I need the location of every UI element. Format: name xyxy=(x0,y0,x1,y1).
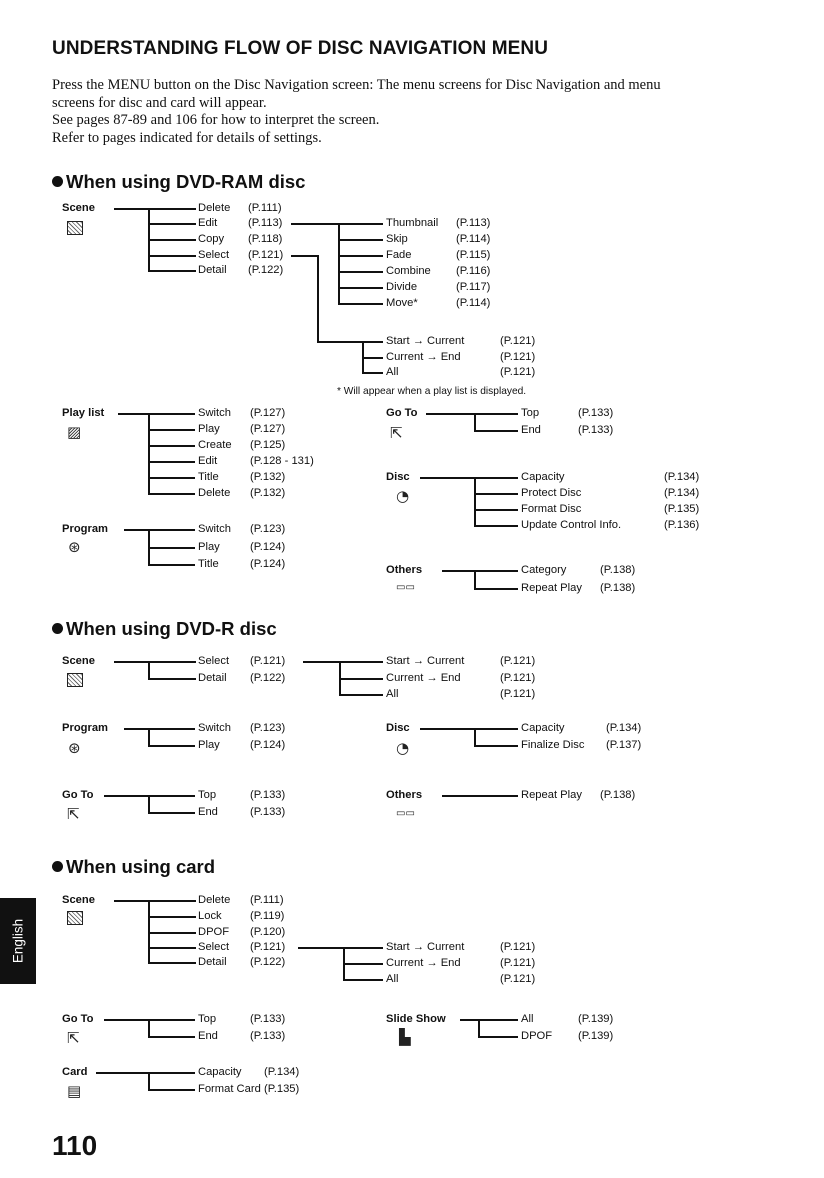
page-ref: (P.127) xyxy=(250,407,286,419)
program-icon: ⊛ xyxy=(68,538,81,556)
page-ref: (P.113) xyxy=(248,217,283,229)
tree-connector-line xyxy=(148,413,150,495)
r-disc-label: Disc xyxy=(386,722,410,734)
others-icon: ▭▭ xyxy=(396,582,415,593)
tree-connector-line xyxy=(148,916,196,918)
others-icon: ▭▭ xyxy=(396,808,415,819)
menu-item: Switch xyxy=(198,722,231,734)
menu-item: Delete xyxy=(198,202,231,214)
page-ref: (P.124) xyxy=(250,558,286,570)
playlist-icon: ▨ xyxy=(67,423,82,441)
menu-item: All xyxy=(386,688,399,700)
tree-connector-line xyxy=(148,795,150,813)
menu-item: Title xyxy=(198,471,219,483)
menu-item: Edit xyxy=(198,217,218,229)
tree-connector-line xyxy=(148,1019,150,1037)
tree-connector-line xyxy=(426,413,518,415)
ram-scene-label: Scene xyxy=(62,202,95,214)
menu-item: Select xyxy=(198,655,230,667)
language-tab xyxy=(0,898,36,984)
menu-item: Format Disc xyxy=(521,503,582,515)
menu-item: Switch xyxy=(198,407,231,419)
menu-item: Top xyxy=(198,789,217,801)
page-ref: (P.121) xyxy=(500,688,536,700)
page-ref: (P.122) xyxy=(250,672,286,684)
tree-connector-line xyxy=(338,255,383,257)
tree-connector-line xyxy=(148,678,196,680)
card-icon: ▤ xyxy=(67,1082,82,1100)
menu-item: All xyxy=(386,366,399,378)
disc-icon: ◔ xyxy=(396,487,410,505)
r-others-label: Others xyxy=(386,789,423,801)
menu-item: Start → Current xyxy=(386,655,465,667)
page-ref: (P.121) xyxy=(500,973,536,985)
tree-connector-line xyxy=(478,1036,518,1038)
section-heading-card: When using card xyxy=(52,856,215,878)
menu-item: Select xyxy=(198,249,230,261)
ram-playlist-label: Play list xyxy=(62,407,105,419)
page-ref: (P.123) xyxy=(250,722,286,734)
tree-connector-line xyxy=(148,932,196,934)
tree-connector-line xyxy=(148,223,196,225)
page-ref: (P.116) xyxy=(456,265,491,277)
tree-connector-line xyxy=(148,493,195,495)
page-title: UNDERSTANDING FLOW OF DISC NAVIGATION MENU xyxy=(52,38,549,59)
tree-connector-line xyxy=(291,223,383,225)
tree-connector-line xyxy=(442,795,518,797)
page-number: 110 xyxy=(52,1130,98,1161)
page-ref: (P.132) xyxy=(250,487,286,499)
tree-connector-line xyxy=(338,303,383,305)
menu-item: Delete xyxy=(198,487,231,499)
tree-connector-line xyxy=(148,947,196,949)
tree-connector-line xyxy=(124,728,195,730)
program-icon: ⊛ xyxy=(68,739,81,757)
menu-item: All xyxy=(386,973,399,985)
page-ref: (P.138) xyxy=(600,564,636,576)
page-ref: (P.136) xyxy=(664,519,700,531)
page-ref: (P.133) xyxy=(250,806,286,818)
r-scene-label: Scene xyxy=(62,655,95,667)
menu-item: End xyxy=(198,1030,218,1042)
tree-connector-line xyxy=(343,979,383,981)
tree-connector-line xyxy=(148,1036,195,1038)
menu-item: DPOF xyxy=(198,926,230,938)
menu-item: Current → End xyxy=(386,672,461,684)
card-goto-label: Go To xyxy=(62,1013,94,1025)
scene-icon xyxy=(67,221,83,235)
page-ref: (P.111) xyxy=(248,202,282,214)
menu-item: DPOF xyxy=(521,1030,553,1042)
menu-item: Switch xyxy=(198,523,231,535)
page-ref: (P.138) xyxy=(600,582,636,594)
page-ref: (P.134) xyxy=(664,471,700,483)
ram-others-label: Others xyxy=(386,564,423,576)
tree-connector-line xyxy=(362,357,383,359)
tree-connector-line xyxy=(148,564,195,566)
menu-item: End xyxy=(521,424,541,436)
menu-item: Update Control Info. xyxy=(521,519,622,531)
menu-item: Skip xyxy=(386,233,408,245)
menu-item: Repeat Play xyxy=(521,582,582,594)
page-ref: (P.124) xyxy=(250,739,286,751)
tree-connector-line xyxy=(478,1019,480,1037)
menu-item: Delete xyxy=(198,894,231,906)
tree-connector-line xyxy=(420,728,518,730)
bullet-icon xyxy=(52,861,63,872)
tree-connector-line xyxy=(339,694,383,696)
tree-connector-line xyxy=(474,588,518,590)
page-ref: (P.137) xyxy=(606,739,642,751)
tree-connector-line xyxy=(148,445,195,447)
page-ref: (P.133) xyxy=(578,407,614,419)
tree-connector-line xyxy=(474,728,476,746)
menu-item: Edit xyxy=(198,455,218,467)
page-ref: (P.135) xyxy=(264,1083,300,1095)
tree-connector-line xyxy=(148,1072,150,1090)
tree-connector-line xyxy=(148,728,150,746)
page-ref: (P.121) xyxy=(500,351,536,363)
tree-connector-line xyxy=(148,661,150,679)
menu-item: Lock xyxy=(198,910,222,922)
intro-text xyxy=(52,77,782,147)
intro-line: Refer to pages indicated for details of settings. xyxy=(52,129,322,146)
page-ref: (P.113) xyxy=(456,217,491,229)
tree-connector-line xyxy=(317,255,319,343)
tree-connector-line xyxy=(474,525,518,527)
menu-item: Capacity xyxy=(198,1066,242,1078)
r-program-label: Program xyxy=(62,722,109,734)
tree-connector-line xyxy=(338,223,340,304)
menu-item: Repeat Play xyxy=(521,789,582,801)
page-ref: (P.132) xyxy=(250,471,286,483)
page-ref: (P.122) xyxy=(248,264,284,276)
page-ref: (P.138) xyxy=(600,789,636,801)
menu-item: Copy xyxy=(198,233,225,245)
page-ref: (P.133) xyxy=(250,1013,286,1025)
page-ref: (P.121) xyxy=(250,941,286,953)
page-ref: (P.122) xyxy=(250,956,286,968)
menu-item: Current → End xyxy=(386,351,461,363)
menu-item: Protect Disc xyxy=(521,487,582,499)
page-ref: (P.114) xyxy=(456,297,491,309)
tree-connector-line xyxy=(114,900,196,902)
tree-connector-line xyxy=(148,270,196,272)
menu-item: Move* xyxy=(386,297,418,309)
scene-icon xyxy=(67,673,83,687)
page-ref: (P.111) xyxy=(250,894,284,906)
card-slideshow-label: Slide Show xyxy=(386,1013,446,1025)
goto-icon: ⇱ xyxy=(67,1029,80,1047)
intro-line: screens for disc and card will appear. xyxy=(52,94,267,111)
tree-connector-line xyxy=(338,287,383,289)
tree-connector-line xyxy=(148,429,195,431)
tree-connector-line xyxy=(338,239,383,241)
menu-item: Detail xyxy=(198,956,227,968)
menu-item: Top xyxy=(521,407,540,419)
menu-item: Start → Current xyxy=(386,335,465,347)
menu-item: Title xyxy=(198,558,219,570)
tree-connector-line xyxy=(474,570,476,590)
page-ref: (P.121) xyxy=(500,941,536,953)
menu-item: All xyxy=(521,1013,534,1025)
ram-program-label: Program xyxy=(62,523,109,535)
tree-connector-line xyxy=(114,661,196,663)
page-ref: (P.133) xyxy=(250,1030,286,1042)
tree-connector-line xyxy=(362,372,383,374)
tree-connector-line xyxy=(474,413,476,431)
page-ref: (P.121) xyxy=(500,655,536,667)
tree-connector-line xyxy=(148,962,196,964)
tree-connector-line xyxy=(114,208,196,210)
tree-connector-line xyxy=(96,1072,195,1074)
menu-item: Capacity xyxy=(521,722,565,734)
menu-item: Finalize Disc xyxy=(521,739,585,751)
tree-connector-line xyxy=(317,341,383,343)
tree-connector-line xyxy=(474,430,518,432)
tree-connector-line xyxy=(442,570,518,572)
tree-connector-line xyxy=(343,963,383,965)
tree-connector-line xyxy=(124,529,195,531)
tree-connector-line xyxy=(474,745,518,747)
page-ref: (P.139) xyxy=(578,1030,614,1042)
menu-item: Select xyxy=(198,941,230,953)
tree-connector-line xyxy=(148,745,195,747)
menu-item: Play xyxy=(198,423,220,435)
page-ref: (P.135) xyxy=(664,503,700,515)
goto-icon: ⇱ xyxy=(390,424,403,442)
page-ref: (P.134) xyxy=(606,722,642,734)
menu-item: Divide xyxy=(386,281,418,293)
bullet-icon xyxy=(52,176,63,187)
page-ref: (P.121) xyxy=(500,366,536,378)
menu-item: Current → End xyxy=(386,957,461,969)
page-ref: (P.121) xyxy=(500,957,536,969)
tree-connector-line xyxy=(474,493,518,495)
page-ref: (P.124) xyxy=(250,541,286,553)
page-ref: (P.114) xyxy=(456,233,491,245)
menu-item: Create xyxy=(198,439,232,451)
page-ref: (P.115) xyxy=(456,249,491,261)
tree-connector-line xyxy=(420,477,518,479)
menu-item: Fade xyxy=(386,249,412,261)
menu-item: Play xyxy=(198,541,220,553)
menu-item: Category xyxy=(521,564,567,576)
page-ref: (P.121) xyxy=(500,335,536,347)
tree-connector-line xyxy=(303,661,383,663)
disc-icon: ◔ xyxy=(396,739,410,757)
r-goto-label: Go To xyxy=(62,789,94,801)
tree-connector-line xyxy=(148,477,195,479)
page-ref: (P.121) xyxy=(248,249,284,261)
slideshow-icon: ▙ xyxy=(399,1028,411,1046)
page-ref: (P.128 - 131) xyxy=(250,455,314,467)
ram-disc-label: Disc xyxy=(386,471,410,483)
page-ref: (P.127) xyxy=(250,423,286,435)
menu-item: Combine xyxy=(386,265,431,277)
bullet-icon xyxy=(52,623,63,634)
page-ref: (P.123) xyxy=(250,523,286,535)
goto-icon: ⇱ xyxy=(67,805,80,823)
tree-connector-line xyxy=(148,1089,195,1091)
scene-icon xyxy=(67,911,83,925)
page-ref: (P.117) xyxy=(456,281,491,293)
tree-connector-line xyxy=(148,239,196,241)
page-ref: (P.133) xyxy=(250,789,286,801)
tree-connector-line xyxy=(148,547,195,549)
menu-item: Format Card xyxy=(198,1083,261,1095)
menu-item: Play xyxy=(198,739,220,751)
intro-line: Press the MENU button on the Disc Navigation screen: The menu screens for Disc Navigation and menu xyxy=(52,77,661,93)
card-card-label: Card xyxy=(62,1066,88,1078)
tree-connector-line xyxy=(291,255,319,257)
tree-connector-line xyxy=(338,271,383,273)
menu-item: Thumbnail xyxy=(386,217,439,229)
tree-connector-line xyxy=(339,678,383,680)
menu-item: Detail xyxy=(198,264,227,276)
page-ref: (P.121) xyxy=(250,655,286,667)
menu-item: Top xyxy=(198,1013,217,1025)
page-ref: (P.125) xyxy=(250,439,286,451)
page-ref: (P.121) xyxy=(500,672,536,684)
page-ref: (P.139) xyxy=(578,1013,614,1025)
footnote: * Will appear when a play list is displayed. xyxy=(337,386,527,397)
tree-connector-line xyxy=(298,947,383,949)
tree-connector-line xyxy=(474,477,476,527)
menu-item: Start → Current xyxy=(386,941,465,953)
page-ref: (P.133) xyxy=(578,424,614,436)
section-heading-dvd-ram: When using DVD-RAM disc xyxy=(52,171,305,193)
menu-item: Detail xyxy=(198,672,227,684)
language-tab-label: English xyxy=(10,918,26,964)
tree-connector-line xyxy=(148,255,196,257)
page-ref: (P.118) xyxy=(248,233,283,245)
menu-item: Capacity xyxy=(521,471,565,483)
card-scene-label: Scene xyxy=(62,894,95,906)
tree-connector-line xyxy=(460,1019,518,1021)
page-ref: (P.119) xyxy=(250,910,285,922)
page-ref: (P.120) xyxy=(250,926,286,938)
ram-goto-label: Go To xyxy=(386,407,418,419)
tree-connector-line xyxy=(118,413,195,415)
tree-connector-line xyxy=(474,509,518,511)
tree-connector-line xyxy=(148,461,195,463)
intro-line: See pages 87-89 and 106 for how to interpret the screen. xyxy=(52,112,380,129)
menu-item: End xyxy=(198,806,218,818)
page-ref: (P.134) xyxy=(264,1066,300,1078)
section-heading-dvd-r: When using DVD-R disc xyxy=(52,618,277,640)
page-ref: (P.134) xyxy=(664,487,700,499)
tree-connector-line xyxy=(148,812,195,814)
